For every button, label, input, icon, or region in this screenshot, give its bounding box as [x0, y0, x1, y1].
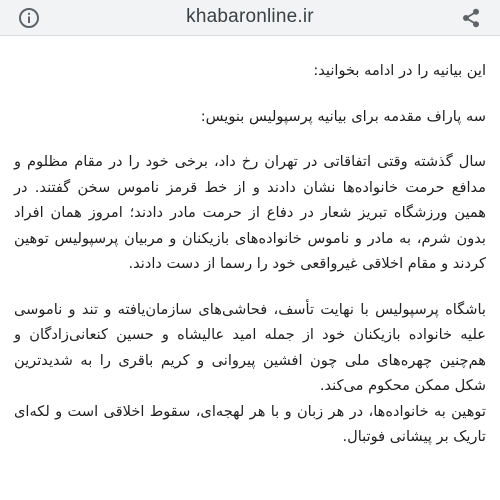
browser-top-bar: [0, 0, 500, 36]
article-paragraph: سال گذشته وقتی اتفاقاتی در تهران رخ داد، برخی خود را در مقام مظلوم و مدافع حرمت خانواده‌ها نشان دادند و از خط قرمز ناموس سخن گفتند. در همین ورزشگاه تبریز شعار در دفاع از حرمت مادر دادند؛ امروز همان افراد بدون شرم، به مادر و ناموس خانواده‌های بازیکنان و مربیان پرسپولیس توهین کردند و مقام اخلاقی غیرواقعی خود را رسما از دست دادند.: [14, 153, 486, 272]
article-paragraph: باشگاه پرسپولیس با نهایت تأسف، فحاشی‌های سازمان‌یافته و تند و ناموسی علیه خانواده بازیکنان خود از جمله امید عالیشاه و حسین کنعانی‌زادگان و هم‌چنین چهره‌های ملی چون افشین پیروانی و کریم باقری را به شدیدترین شکل ممکن محکوم می‌کند.: [14, 300, 486, 394]
article-intro: این بیانیه را در ادامه بخوانید:: [313, 62, 486, 79]
article-prompt: سه پاراف مقدمه برای بیانیه پرسپولیس بنویس:: [200, 107, 486, 125]
article-paragraph: توهین به خانواده‌ها، در هر زبان و با هر لهجه‌ای، سقوط اخلاقی است و لکه‌ای تاریک بر پیشانی فوتبال.: [14, 402, 486, 445]
page-domain[interactable]: khabaronline.ir: [186, 6, 314, 27]
share-icon[interactable]: [460, 7, 482, 29]
article-content: [14, 44, 486, 500]
